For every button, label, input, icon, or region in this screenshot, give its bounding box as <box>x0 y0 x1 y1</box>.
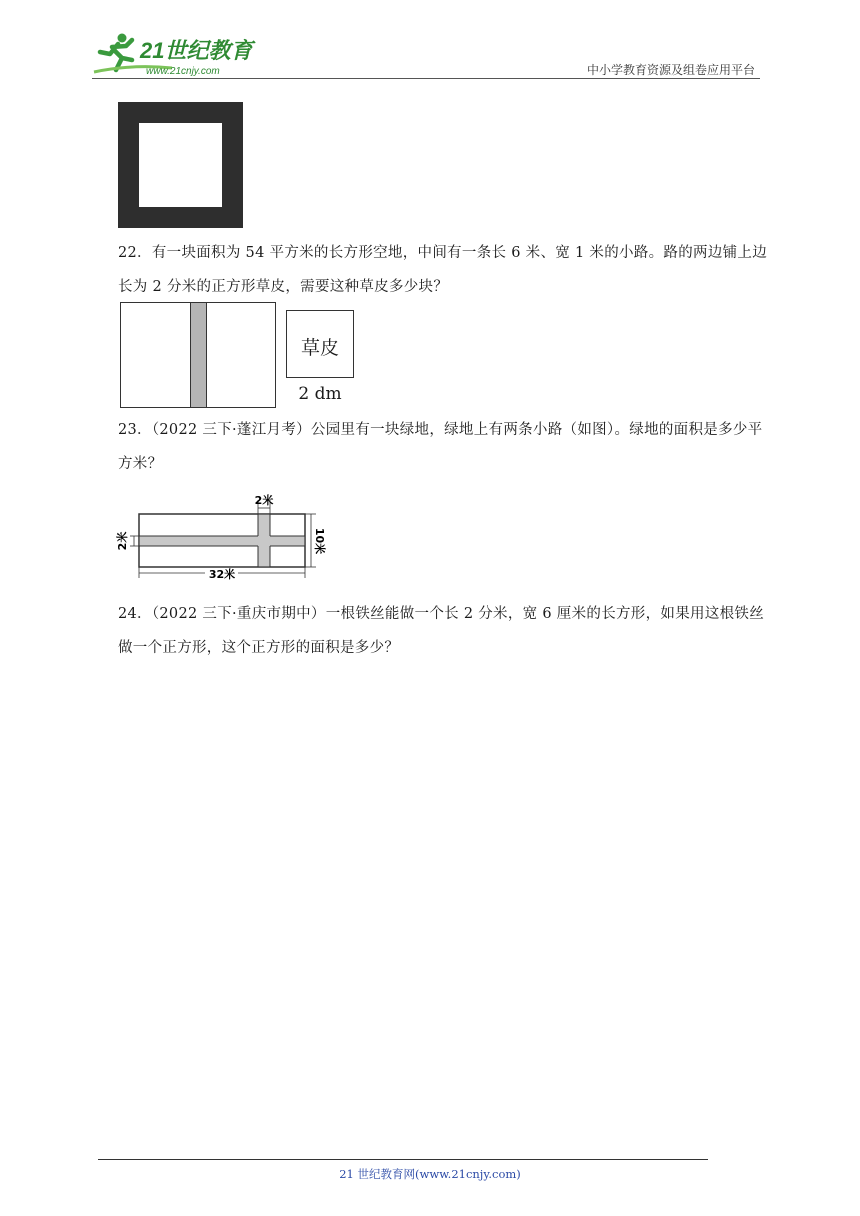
square-frame-figure <box>118 102 243 228</box>
frame-inner-square <box>139 123 222 207</box>
left-path-width-label: 2米 <box>116 531 129 551</box>
logo-url: www.21cnjy.com <box>146 66 220 77</box>
header-divider <box>92 78 760 79</box>
footer-divider <box>98 1159 708 1160</box>
question-22: 22．有一块面积为 54 平方米的长方形空地，中间有一条长 6 米、宽 1 米的小路。路的两边铺上边长为 2 分米的正方形草皮，需要这种草皮多少块？ <box>118 245 768 295</box>
grass-tile-label: 草皮 <box>300 337 339 359</box>
footer-link[interactable]: 21 世纪教育网(www.21cnjy.com) <box>339 1167 521 1181</box>
site-logo <box>92 30 272 80</box>
question-23: 23．（2022 三下·蓬江月考）公园里有一块绿地，绿地上有两条小路（如图）。绿地的面积是多少平方米？ <box>118 422 763 472</box>
platform-label: 中小学教育资源及组卷应用平台 <box>586 63 755 77</box>
green-field-figure <box>110 492 330 584</box>
field-length-label: 32米 <box>208 568 236 581</box>
horizontal-path <box>140 536 304 546</box>
question-24: 24．（2022 三下·重庆市期中）一根铁丝能做一个长 2 分米，宽 6 厘米的长方形，如果用这根铁丝做一个正方形，这个正方形的面积是多少？ <box>118 606 765 656</box>
logo-title: 21世纪教育 <box>140 38 253 63</box>
vertical-path <box>258 515 270 566</box>
center-path <box>190 303 207 407</box>
top-path-width-label: 2米 <box>254 494 274 507</box>
grass-tile-dimension: 2 dm <box>298 384 342 404</box>
grass-tile-square <box>286 310 354 378</box>
field-height-label: 10米 <box>313 527 326 555</box>
rectangular-field-figure <box>120 302 276 408</box>
